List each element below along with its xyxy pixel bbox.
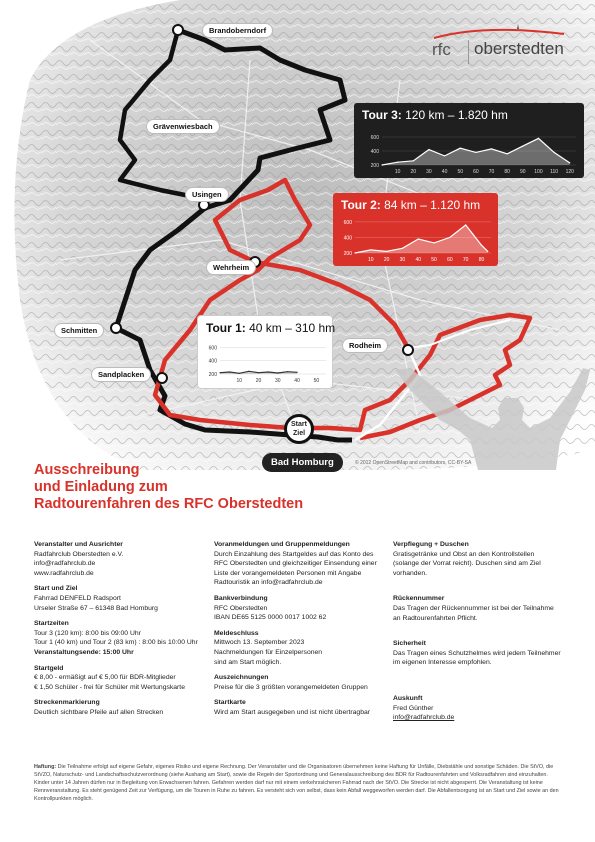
x-tick-label: 60 — [473, 169, 479, 175]
liability-note — [34, 763, 564, 803]
startcard-text: Wird am Start ausgegeben und ist nicht übertragbar — [214, 708, 371, 716]
elevation-area — [355, 225, 488, 253]
elevation-point — [487, 251, 488, 252]
elevation-point — [219, 372, 220, 373]
tour1-text: 40 km – 310 hm — [249, 321, 336, 335]
bank-heading: Bankverbindung — [214, 594, 268, 602]
elevation-point — [229, 371, 230, 372]
registration-heading: Voranmeldungen und Gruppenmeldungen — [214, 541, 350, 548]
place-bad-homburg: Bad Homburg — [262, 453, 343, 472]
x-tick-label: 50 — [457, 169, 464, 175]
elevation-point — [402, 248, 403, 249]
x-tick-label: 10 — [236, 378, 243, 384]
map-copyright: © 2012 OpenStreetMap and contributors, CC-BY-SA — [355, 460, 472, 466]
tour2-elevation-chart — [333, 193, 498, 266]
elevation-point — [481, 245, 482, 246]
liability-text: Die Teilnahme erfolgt auf eigene Gefahr, eigenes Risiko und eigene Rechnung. Der Veranstalter und die Organisatoren übernehmen keine Haftung für Unfälle, Diebstähle und sonstige Schäden. Die StVO, die StVZO, Naturschutz- und Landschaftsschutzverordnung (siehe Aushang am Start), sowie die Regeln der Sportordnung und Generalausschreibung des BDR für Radtourenfahrten und Volksradfahren sind einzuhalten. Kinder unter 14 Jahren dürfen nur in Begleitung von Erwachsenen fahren. Gefahren werden darf nur mit einem verkehrssicheren Fahrrad nach der StVO. Die Strecke ist nicht abgesperrt. Die Veranstaltung ist keine Rennveranstaltung. Es steht genügend Zeit zur Verfügung, um die Touren in Ruhe zu fahren. Es versteht sich von selbst, dass kein Abfall weggeworfen werden darf. Die Abfallentsorgung ist an Start und Ziel sowie an den Kontrollpunkten möglich. — [34, 764, 559, 803]
info-column-2 — [214, 540, 389, 724]
bank-text: RFC Oberstedten IBAN DE65 5125 0000 0017 1002 62 — [214, 604, 327, 622]
x-tick-label: 60 — [447, 257, 453, 263]
elevation-point — [538, 138, 539, 139]
info-column-1 — [34, 540, 204, 724]
y-tick-label: 200 — [208, 372, 217, 378]
x-tick-label: 90 — [520, 169, 526, 175]
safety-heading: Sicherheit — [393, 640, 426, 648]
x-tick-label: 30 — [275, 378, 281, 384]
y-tick-label: 200 — [343, 251, 352, 257]
tour3-elevation-chart — [354, 103, 584, 178]
start-heading: Start und Ziel — [34, 585, 78, 593]
x-tick-label: 40 — [294, 378, 300, 384]
elevation-point — [491, 148, 492, 149]
x-tick-label: 20 — [383, 257, 390, 263]
tour3-label: Tour 3: — [362, 108, 402, 122]
x-tick-label: 30 — [426, 169, 432, 175]
number-text: Das Tragen der Rückennummer ist bei der Teilnahme an Radtourenfahrten Pflicht. — [393, 604, 554, 622]
x-tick-label: 20 — [410, 169, 417, 175]
logo-divider — [468, 40, 469, 64]
organizer-text: Radfahrclub Oberstedten e.V. info@radfahrclub.de www.radfahrclub.de — [34, 550, 124, 577]
deadline-text: Mittwoch 13. September 2023 Nachmeldungen für Einzelpersonen sind am Start möglich. — [214, 639, 323, 666]
elevation-point — [449, 237, 450, 238]
elevation-point — [397, 162, 398, 163]
elevation-point — [444, 155, 445, 156]
deadline-heading: Meldeschluss — [214, 629, 259, 637]
rfc-logo — [424, 22, 574, 72]
number-heading: Rückennummer — [393, 595, 445, 603]
organizer-heading: Veranstalter und Ausrichter — [34, 541, 123, 548]
event-end: Veranstaltungsende: 15:00 Uhr — [34, 648, 134, 656]
elevation-point — [465, 224, 466, 225]
x-tick-label: 30 — [399, 257, 406, 263]
registration-text: Durch Einzahlung des Startgeldes auf das Konto des RFC Oberstedten und gleichzeitiger Einsendung einer Liste der vorangemeldeten Personen mit Angabe Radtouristik an info@radfahrclub.de — [214, 550, 377, 587]
elevation-point — [507, 153, 508, 154]
elevation-point — [354, 252, 355, 253]
place-graevenwiesbach: Grävenwiesbach — [147, 120, 219, 133]
headline-line-1: Ausschreibung — [34, 462, 140, 478]
elevation-point — [370, 249, 371, 250]
x-tick-label: 120 — [565, 169, 574, 175]
headline-line-3: Radtourenfahren des RFC Oberstedten — [34, 496, 304, 512]
x-tick-label: 70 — [488, 169, 495, 175]
start-finish-marker — [284, 414, 314, 444]
elevation-point — [381, 164, 382, 165]
headline-line-2: und Einladung zum — [34, 479, 168, 495]
awards-text: Preise für die 3 größten vorangemeldeten Gruppen — [214, 683, 368, 691]
y-tick-label: 600 — [370, 135, 379, 141]
startcard-heading: Startkarte — [214, 699, 246, 707]
awards-heading: Auszeichnungen — [214, 674, 269, 682]
contact-name: Fred Günther — [393, 704, 434, 712]
x-tick-label: 80 — [504, 169, 510, 175]
x-tick-label: 40 — [415, 257, 422, 263]
contact-email-link[interactable]: info@radfahrclub.de — [393, 714, 455, 722]
x-tick-label: 10 — [368, 257, 374, 263]
x-tick-label: 10 — [394, 169, 401, 175]
tour2-text: 84 km – 1.120 hm — [384, 198, 481, 212]
place-brandoberndorf: Brandoberndorf — [203, 24, 272, 37]
y-tick-label: 600 — [343, 219, 352, 226]
place-rodheim: Rodheim — [343, 339, 387, 352]
elevation-point — [258, 372, 259, 373]
tour2-label: Tour 2: — [341, 198, 381, 212]
start-text: Fahrrad DENFELD Radsport Urseler Straße 67 – 61348 Bad Homburg — [34, 594, 158, 612]
x-tick-label: 40 — [441, 169, 448, 175]
info-column-3 — [393, 540, 571, 729]
logo-mark: rfc — [432, 40, 451, 59]
x-tick-label: 110 — [550, 169, 559, 175]
x-tick-label: 50 — [431, 257, 437, 263]
x-tick-label: 100 — [534, 169, 543, 175]
catering-text: Gratisgetränke und Obst an den Kontrollstellen (solange der Vorrat reicht). Duschen sind am Ziel vorhanden. — [393, 550, 541, 577]
tour3-profile — [354, 103, 584, 178]
elevation-point — [239, 373, 240, 374]
place-schmitten: Schmitten — [55, 324, 103, 337]
catering-heading: Verpflegung + Duschen — [393, 541, 469, 548]
tour1-elevation-chart — [198, 316, 332, 388]
tour2-profile — [333, 193, 498, 266]
headline — [34, 462, 303, 513]
elevation-point — [553, 152, 554, 153]
elevation-point — [386, 251, 387, 252]
fee-text: € 8,00 - ermäßigt auf € 5,00 für BDR-Mitglieder € 1,50 Schüler - frei für Schüler mit Wertungskarte — [34, 674, 185, 691]
y-tick-label: 600 — [208, 345, 217, 352]
tour1-profile — [198, 316, 336, 388]
times-text: Tour 3 (120 km): 8:00 bis 09:00 Uhr Tour 1 (40 km) und Tour 2 (83 km) : 8:00 bis 10:00 Uhr — [34, 629, 198, 647]
start-label: Start — [291, 421, 307, 428]
y-tick-label: 400 — [370, 149, 379, 155]
x-tick-label: 50 — [313, 378, 320, 384]
logo-name: oberstedten — [474, 39, 564, 58]
elevation-point — [428, 149, 429, 150]
place-sandplacken: Sandplacken — [92, 368, 150, 381]
elevation-point — [248, 371, 249, 372]
marking-heading: Streckenmarkierung — [34, 699, 100, 707]
elevation-point — [475, 152, 476, 153]
contact-heading: Auskunft — [393, 694, 423, 702]
x-tick-label: 20 — [255, 378, 262, 384]
elevation-point — [433, 242, 434, 243]
y-tick-label: 400 — [343, 235, 352, 242]
x-tick-label: 70 — [462, 257, 469, 263]
place-usingen: Usingen — [186, 188, 228, 201]
y-tick-label: 400 — [208, 358, 217, 365]
safety-text: Das Tragen eines Schutzhelmes wird jedem Teilnehmer im eigenen Interesse empfohlen. — [393, 649, 561, 667]
elevation-point — [277, 372, 278, 373]
times-heading: Startzeiten — [34, 620, 69, 628]
finish-label: Ziel — [292, 430, 306, 437]
elevation-point — [268, 371, 269, 372]
x-tick-label: 80 — [478, 257, 485, 263]
marking-text: Deutlich sichtbare Pfeile auf allen Strecken — [34, 708, 164, 716]
tour1-label: Tour 1: — [206, 321, 246, 335]
elevation-point — [296, 372, 297, 373]
y-tick-label: 200 — [370, 163, 379, 169]
elevation-point — [460, 148, 461, 149]
elevation-point — [522, 146, 523, 147]
elevation-point — [413, 160, 414, 161]
elevation-point — [287, 371, 288, 372]
fee-heading: Startgeld — [34, 664, 64, 672]
elevation-point — [569, 162, 570, 163]
liability-label: Haftung: — [34, 764, 57, 770]
elevation-point — [418, 238, 419, 239]
place-wehrheim: Wehrheim — [207, 261, 255, 274]
tour3-text: 120 km – 1.820 hm — [405, 108, 508, 122]
